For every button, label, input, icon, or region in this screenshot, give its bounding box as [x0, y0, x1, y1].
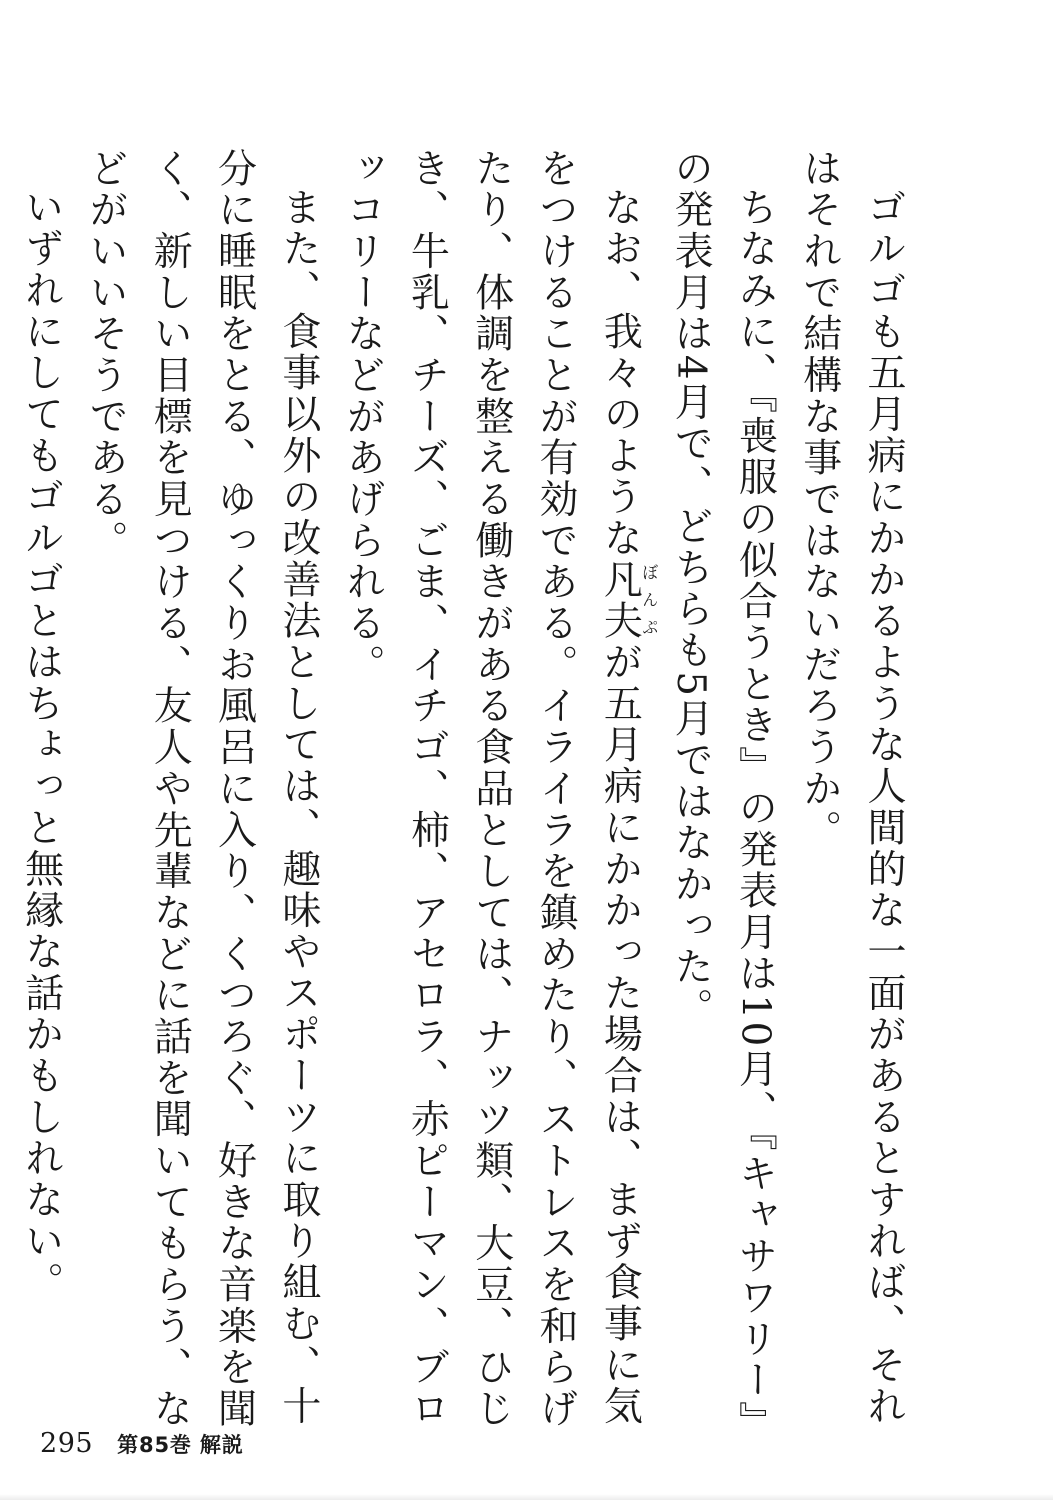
paragraph-other-remedies — [73, 148, 330, 1458]
paragraph-conclusion — [8, 148, 72, 1458]
scan-edge-shadow — [0, 1494, 1053, 1500]
paragraph-golgo-may-sickness — [786, 148, 915, 1458]
ruby-base-text: 凡夫 — [597, 559, 643, 642]
paragraph-text-before: なお、我々のような — [597, 187, 643, 560]
paragraph-text: ちなみに、『喪服の似合うとき』の発表月は10月、『キャサワリー』の発表月は4月で、どちらも5月ではなかった。 — [668, 148, 778, 1443]
volume-label: 第85巻 解説 — [117, 1433, 244, 1457]
page-footer — [40, 1428, 244, 1468]
paragraph-text-after: が五月病にかかった場合は、まず食事に気をつけることが有効である。イライラを鎮めたり、ストレスを和らげたり、体調を整える働きがある食品としては、ナッツ類、大豆、ひじき、牛乳、チーズ、ごま、イチゴ、柿、アセロラ、赤ピーマン、ブロッコリーなどがあげられる。 — [340, 148, 643, 1430]
vertical-text-body — [8, 148, 915, 1458]
ruby-reading-text: ぼんぷ — [639, 559, 659, 642]
paragraph-publication-months — [658, 148, 787, 1458]
paragraph-diet-advice — [330, 148, 658, 1458]
paragraph-text: ゴルゴも五月病にかかるような人間的な一面があるとすれば、それはそれで結構な事ではないだろうか。 — [796, 148, 906, 1428]
page-number: 295 — [40, 1428, 94, 1459]
paragraph-text: また、食事以外の改善法としては、趣味やスポーツに取り組む、十分に睡眠をとる、ゆっくりお風呂に入り、くつろぐ、好きな音楽を聞く、新しい目標を見つける、友人や先輩などに話を聞いてもらう、などがいいそうである。 — [82, 148, 321, 1430]
paragraph-text: いずれにしてもゴルゴとはちょっと無縁な話かもしれない。 — [18, 187, 64, 1304]
ruby-bonpu — [597, 559, 659, 642]
